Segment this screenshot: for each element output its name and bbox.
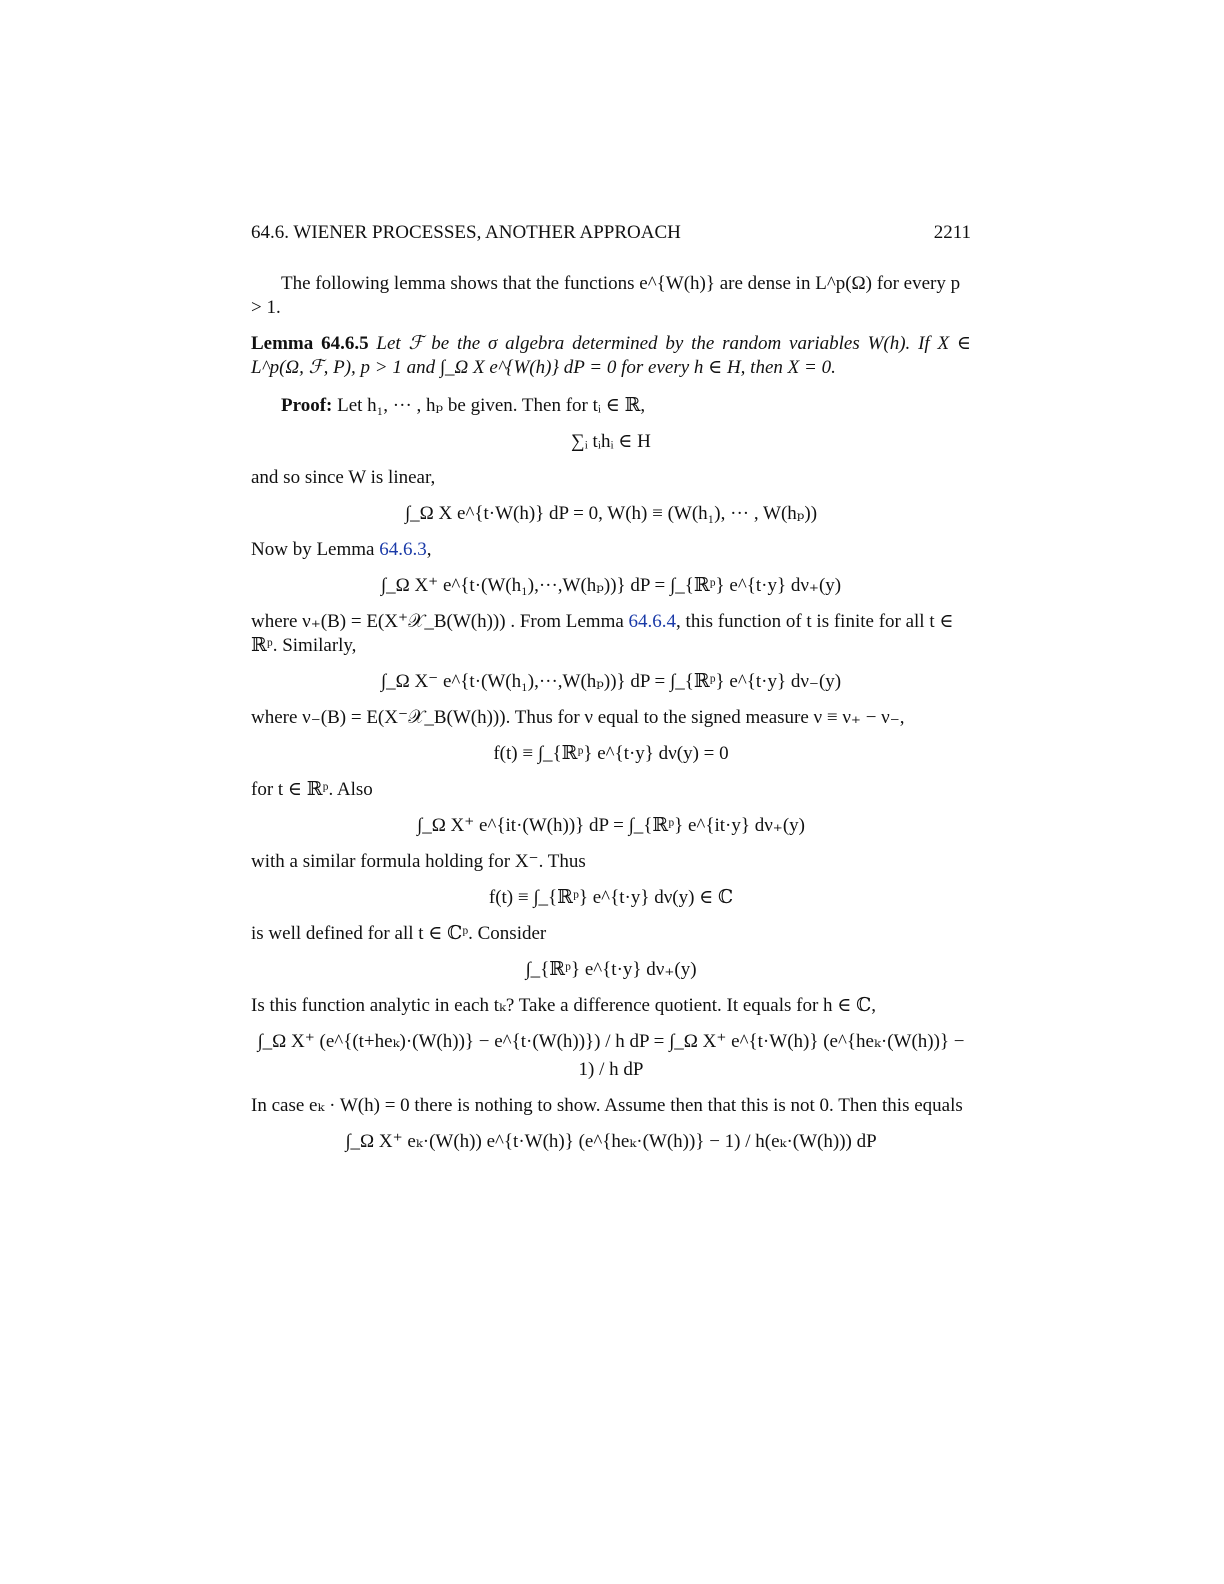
text-analytic: Is this function analytic in each tₖ? Take a difference quotient. It equals for h ∈ ℂ, — [251, 995, 876, 1016]
equation-equals: ∫_Ω X⁺ eₖ·(W(h)) e^{t·W(h)} (e^{heₖ·(W(h))} − 1) / h(eₖ·(W(h))) dP — [345, 1131, 877, 1152]
text-similar: with a similar formula holding for X⁻. Thus — [251, 851, 586, 872]
text-in-case: In case eₖ · W(h) = 0 there is nothing to show. Assume then that this is not 0. Then this equals — [251, 1095, 963, 1116]
lemma-link-64-6-4[interactable]: 64.6.4 — [628, 611, 677, 632]
proof-text: Let h₁, ··· , hₚ be given. Then for tᵢ ∈ ℝ, — [337, 395, 646, 416]
equation-x-minus: ∫_Ω X⁻ e^{t·(W(h₁),···,W(hₚ))} dP = ∫_{ℝᵖ} e^{t·y} dν₋(y) — [380, 671, 842, 692]
equation-sum: ∑ᵢ tᵢhᵢ ∈ H — [571, 431, 651, 452]
equation-difference-quotient: ∫_Ω X⁺ (e^{(t+heₖ)·(W(h))} − e^{t·(W(h))}) / h dP = ∫_Ω X⁺ e^{t·W(h)} (e^{heₖ·(W(h))} − 1) / h dP — [257, 1031, 965, 1080]
text-lemma-ref-pre: Now by Lemma — [251, 539, 380, 560]
text-nu-plus-post: , this function of t is finite for all t ∈ ℝᵖ. Similarly, — [251, 611, 954, 656]
page-number: 2211 — [933, 222, 971, 243]
lemma-block — [251, 332, 971, 380]
lemma-label: Lemma 64.6.5 — [251, 333, 369, 354]
equation-x-plus: ∫_Ω X⁺ e^{t·(W(h₁),···,W(hₚ))} dP = ∫_{ℝᵖ} e^{t·y} dν₊(y) — [380, 575, 842, 596]
text-linear: and so since W is linear, — [251, 467, 436, 488]
equation-characteristic: ∫_Ω X⁺ e^{it·(W(h))} dP = ∫_{ℝᵖ} e^{it·y} dν₊(y) — [416, 815, 805, 836]
section-title: 64.6. WIENER PROCESSES, ANOTHER APPROACH — [251, 222, 681, 243]
page-body — [251, 272, 971, 1166]
intro-paragraph: The following lemma shows that the functions e^{W(h)} are dense in L^p(Ω) for every p > 1. — [251, 273, 961, 318]
text-well-defined: is well defined for all t ∈ ℂᵖ. Consider — [251, 923, 547, 944]
text-nu-minus: where ν₋(B) = E(X⁻𝒳_B(W(h))). Thus for ν equal to the signed measure ν ≡ ν₊ − ν₋, — [251, 707, 905, 728]
equation-f-complex: f(t) ≡ ∫_{ℝᵖ} e^{t·y} dν(y) ∈ ℂ — [488, 887, 734, 908]
equation-f-zero: f(t) ≡ ∫_{ℝᵖ} e^{t·y} dν(y) = 0 — [493, 743, 729, 764]
lemma-statement: Let ℱ be the σ algebra determined by the random variables W(h). If X ∈ L^p(Ω, ℱ, P), p > 1 and ∫_Ω X e^{W(h)} dP = 0 for every h ∈ H, then X = 0. — [251, 333, 971, 378]
proof-paragraph — [251, 394, 971, 418]
equation-consider: ∫_{ℝᵖ} e^{t·y} dν₊(y) — [525, 959, 697, 980]
running-header — [251, 222, 971, 244]
text-nu-plus — [251, 610, 971, 658]
proof-label: Proof: — [281, 395, 333, 416]
equation-integral-zero: ∫_Ω X e^{t·W(h)} dP = 0, W(h) ≡ (W(h₁), ··· , W(hₚ)) — [404, 503, 818, 524]
text-nu-plus-pre: where ν₊(B) = E(X⁺𝒳_B(W(h))) . From Lemma — [251, 611, 629, 632]
text-lemma-ref-post: , — [426, 539, 432, 560]
text-also: for t ∈ ℝᵖ. Also — [251, 779, 373, 800]
lemma-link-64-6-3[interactable]: 64.6.3 — [379, 539, 427, 560]
text-lemma-ref — [251, 538, 971, 562]
